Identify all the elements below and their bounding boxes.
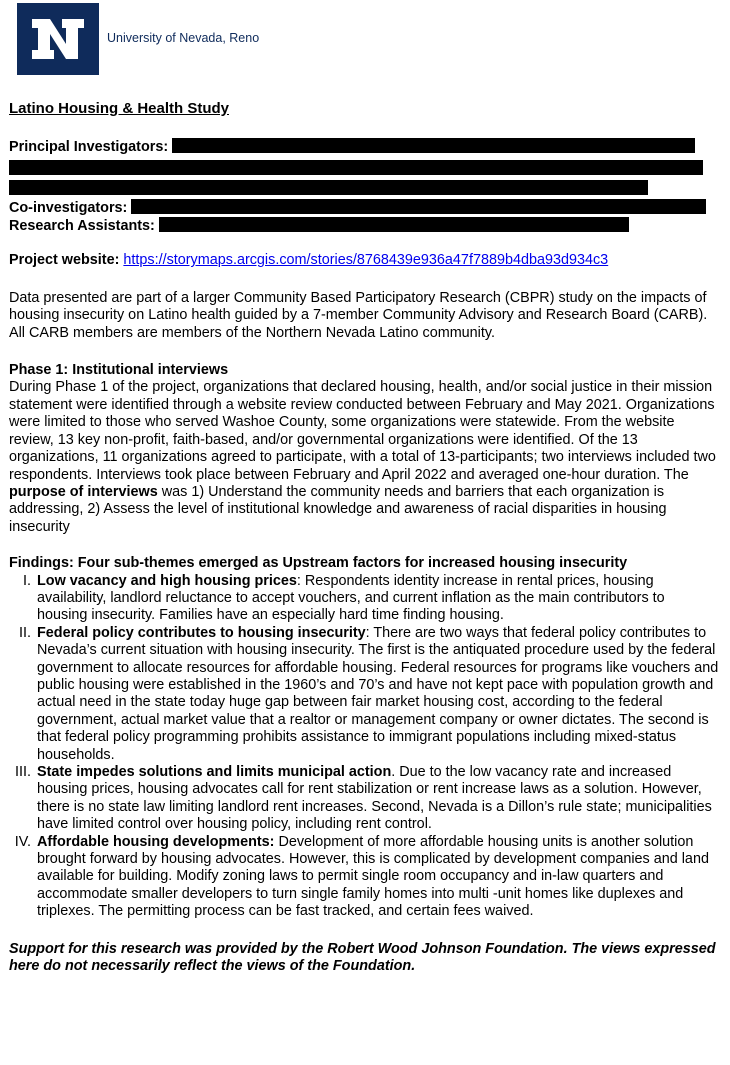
phase1-body	[9, 379, 719, 536]
document-body	[9, 100, 719, 975]
university-logo	[17, 3, 99, 75]
intro-paragraph: Data presented are part of a larger Community Based Participatory Research (CBPR) study on the impacts of housing insecurity on Latino health guided by a 7-member Community Advisory and Research Board (CARB). All CARB members are members of the Northern Nevada Latino community.	[9, 289, 708, 341]
phase1-section	[9, 362, 719, 536]
list-item-number: I.	[23, 572, 31, 589]
block-n-icon	[31, 16, 85, 62]
phase1-purpose: purpose of interviews	[9, 483, 158, 500]
redaction-bar	[131, 199, 706, 214]
phase1-text: was 1) Understand the community needs and barriers that each organization is addressing, 2) Assess the level of institutional knowledge and awareness of racial disparities in housing insecurity	[9, 483, 667, 535]
list-item-text: Development of more affordable housing units is another solution brought forward by housing advocates. However, this is complicated by development companies and land available for building. Modify zoning laws to permit single room occupancy and in-law quarters and accommodate smaller developers to turn single family homes into multi -unit homes like duplexes and triplexes. The permitting process can be fast tracked, and certain fees waived.	[37, 833, 709, 920]
ra-label: Research Assistants:	[9, 218, 155, 235]
page-title: Latino Housing & Health Study	[9, 100, 229, 117]
website-label: Project website:	[9, 252, 120, 269]
pi-label: Principal Investigators:	[9, 139, 169, 156]
coi-label: Co-investigators:	[9, 199, 128, 216]
website-section	[9, 252, 719, 269]
list-item-number: II.	[19, 624, 31, 641]
phase1-text: During Phase 1 of the project, organizations that declared housing, health, and/or social justice in their mission statement were identified through a website review conducted between February and May 2021. Organizations were limited to those who served Washoe County, some organizations were statewide. From the website review, 13 key non-profit, faith-based, and/or governmental organizations were identified. Of the 13 organizations, 11 organizations agreed to participate, with a total of 13-participants; two interviews included two respondents. Interviews took place between February and April 2022 and averaged one-hour duration. The	[9, 379, 716, 483]
redaction-bar	[9, 180, 648, 195]
list-item-text: : There are two ways that federal policy contributes to Nevada’s current situation with housing insecurity. The first is the antiquated procedure used by the federal government to allocate resources for affordable housing. Federal resources for programs like vouchers and public housing were established in the 1960’s and 70’s and have not kept pace with population growth and actual need in the state today huge gap between fair market housing cost, according to the federal government, actual market value that a realtor or management company or owner dictates. The second is that federal policy programming prohibits assistance to immigrant populations including mixed-status households.	[37, 624, 719, 763]
list-item-text: : Respondents identity increase in rental prices, housing availability, landlord reluctance to accept vouchers, and current inflation as the main contributors to housing insecurity. Families have an especially hard time finding housing.	[37, 572, 665, 624]
list-item-number: IV.	[14, 833, 31, 850]
team-section	[9, 138, 719, 235]
list-item	[9, 573, 719, 625]
redaction-bar	[159, 217, 629, 232]
phase1-heading: Phase 1: Institutional interviews	[9, 362, 229, 379]
list-item-number: III.	[15, 764, 31, 780]
findings-section	[9, 555, 719, 921]
findings-list	[9, 573, 719, 921]
list-item-text: . Due to the low vacancy rate and increased housing prices, housing advocates call for rent stabilization or rent increase laws as a solution. However, there is no state law limiting landlord rent increases. Second, Nevada is a Dillon’s rule state; municipalities have limited control over housing policy, including rent control.	[37, 764, 712, 833]
list-item	[9, 625, 719, 764]
redaction-bar	[172, 138, 695, 153]
list-item-title: State impedes solutions and limits municipal action	[37, 764, 392, 780]
university-name: University of Nevada, Reno	[107, 31, 260, 45]
findings-heading: Findings: Four sub-themes emerged as Upstream factors for increased housing insecurity	[9, 555, 628, 572]
list-item-title: Federal policy contributes to housing insecurity	[37, 624, 366, 641]
list-item-title: Affordable housing developments:	[37, 833, 275, 850]
project-website-link[interactable]: https://storymaps.arcgis.com/stories/8768439e936a47f7889b4dba93d934c3	[123, 252, 609, 269]
list-item	[9, 834, 719, 921]
funding-note: Support for this research was provided by the Robert Wood Johnson Foundation. The views expressed here do not necessarily reflect the views of the Foundation.	[9, 940, 716, 975]
list-item	[9, 764, 719, 834]
redaction-bar	[9, 160, 703, 175]
list-item-title: Low vacancy and high housing prices	[37, 572, 297, 589]
